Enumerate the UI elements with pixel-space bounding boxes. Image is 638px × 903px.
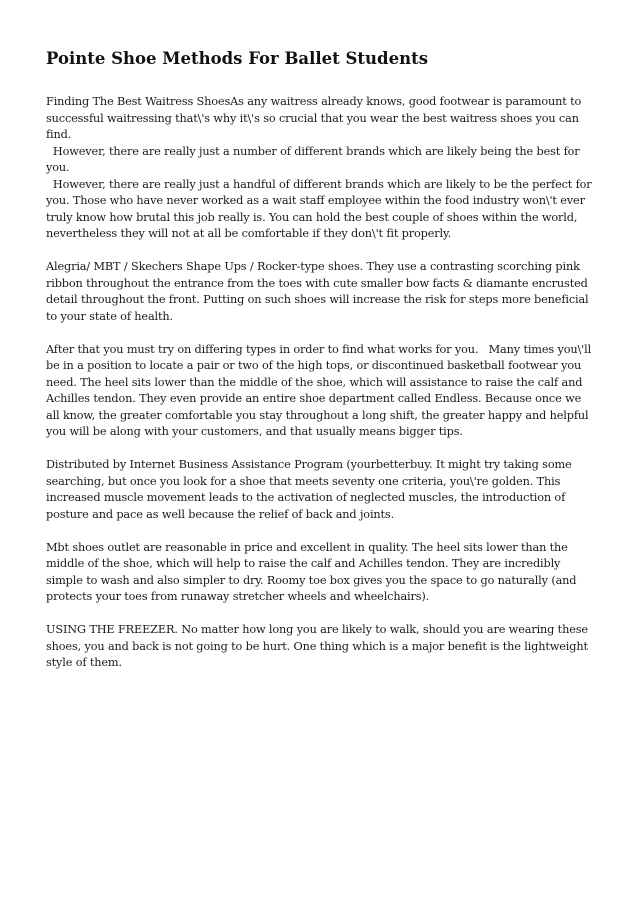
- paragraph-6: USING THE FREEZER. No matter how long you are likely to walk, should you are wearing these shoes, you and back is not going to be hurt. One thing which is a major benefit is the lightweight style of them.: [46, 623, 592, 669]
- paragraph-1: Finding The Best Waitress ShoesAs any waitress already knows, good footwear is paramount to successful waitressing that\'s why it\'s so crucial that you wear the best waitress shoes you can find. However, there are really just a number of different brands which are likely being the best for you. However, there are really just a handful of different brands which are likely to be the perfect for you. Those who have never worked as a wait staff employee within the food industry won\'t ever truly know how brutal this job really is. You can hold the best couple of shoes within the world, nevertheless they will not at all be comfortable if they don\'t fit properly.: [46, 95, 592, 240]
- paragraph-2: Alegria/ MBT / Skechers Shape Ups / Rocker-type shoes. They use a contrasting scorching pink ribbon throughout the entrance from the toes with cute smaller bow facts & diamante encrusted detail throughout the front. Putting on such shoes will increase the risk for steps more beneficial to your state of health.: [46, 260, 592, 323]
- document-page: [46, 48, 598, 688]
- paragraph-3: After that you must try on differing types in order to find what works for you. Many times you\'ll be in a position to locate a pair or two of the high tops, or discontinued basketball footwear you need. The heel sits lower than the middle of the shoe, which will assistance to raise the calf and Achilles tendon. They even provide an entire shoe department called Endless. Because once we all know, the greater comfortable you stay throughout a long shift, the greater happy and helpful you will be along with your customers, and that usually means bigger tips.: [46, 342, 595, 438]
- paragraph-4: Distributed by Internet Business Assistance Program (yourbetterbuy. It might try taking some searching, but once you look for a shoe that meets seventy one criteria, you\'re golden. This increased muscle movement leads to the activation of neglected muscles, the introduction of posture and pace as well because the relief of back and joints.: [46, 458, 576, 521]
- paragraph-5: Mbt shoes outlet are reasonable in price and excellent in quality. The heel sits lower than the middle of the shoe, which will help to raise the calf and Achilles tendon. They are incredibly simple to wash and also simpler to dry. Roomy toe box gives you the space to go naturally (and protects your toes from runaway stretcher wheels and wheelchairs).: [46, 540, 580, 603]
- document-title: Pointe Shoe Methods For Ballet Students: [46, 49, 428, 68]
